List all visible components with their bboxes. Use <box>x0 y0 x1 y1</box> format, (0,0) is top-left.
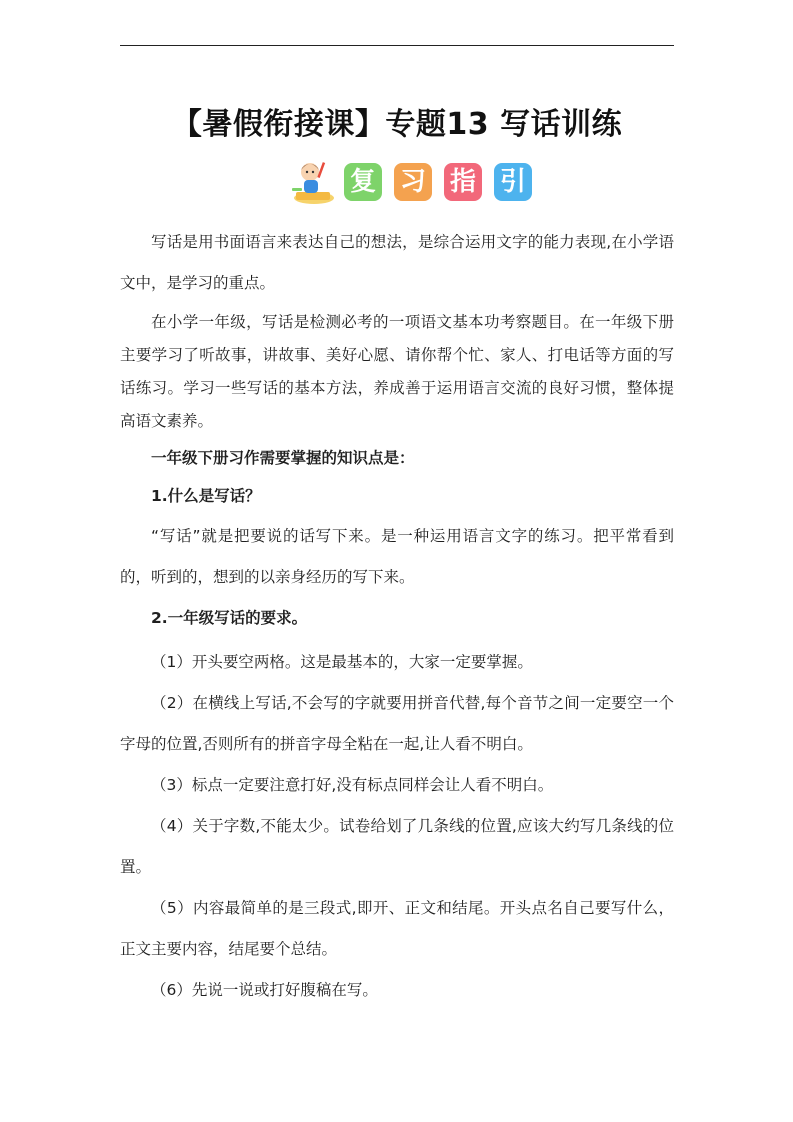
definition-paragraph: “写话”就是把要说的话写下来。是一种运用语言文字的练习。把平常看到的，听到的，想到的以亲身经历的写下来。 <box>120 527 674 586</box>
knowledge-points-heading: 一年级下册习作需要掌握的知识点是： <box>151 449 415 467</box>
section-1-heading: 1.什么是写话？ <box>151 487 261 505</box>
requirement-3: （3）标点一定要注意打好,没有标点同样会让人看不明白。 <box>151 776 554 794</box>
section-2-heading: 2.一年级写话的要求。 <box>151 609 308 627</box>
intro-paragraph-2: 在小学一年级，写话是检测必考的一项语文基本功考察题目。在一年级下册主要学习了听故事，讲故事、美好心愿、请你帮个忙、家人、打电话等方面的写话练习。学习一些写话的基本方法，养成善于运用语言交流的良好习惯，整体提高语文素养。 <box>120 313 674 430</box>
requirement-4: （4）关于字数,不能太少。试卷给划了几条线的位置,应该大约写几条线的位置。 <box>120 817 674 876</box>
requirement-6: （6）先说一说或打好腹稿在写。 <box>151 981 378 999</box>
header-rule <box>120 45 674 46</box>
review-guide-banner <box>286 160 544 204</box>
intro-paragraph-1: 写话是用书面语言来表达自己的想法，是综合运用文字的能力表现,在小学语文中，是学习的重点。 <box>120 233 674 292</box>
requirement-5: （5）内容最简单的是三段式,即开、正文和结尾。开头点名自己要写什么，正文主要内容，结尾要个总结。 <box>120 899 674 958</box>
page-title: 【暑假衔接课】专题13 写话训练 <box>171 107 623 142</box>
requirement-2: （2）在横线上写话,不会写的字就要用拼音代替,每个音节之间一定要空一个字母的位置,否则所有的拼音字母全粘在一起,让人看不明白。 <box>120 694 674 753</box>
document-body <box>120 222 674 1011</box>
banner-tile-fu: 复 <box>344 163 382 201</box>
requirement-1: （1）开头要空两格。这是最基本的，大家一定要掌握。 <box>151 653 533 671</box>
banner-tile-zhi: 指 <box>444 163 482 201</box>
banner-tile-xi: 习 <box>394 163 432 201</box>
banner-tile-yin: 引 <box>494 163 532 201</box>
student-writing-icon <box>286 158 338 206</box>
